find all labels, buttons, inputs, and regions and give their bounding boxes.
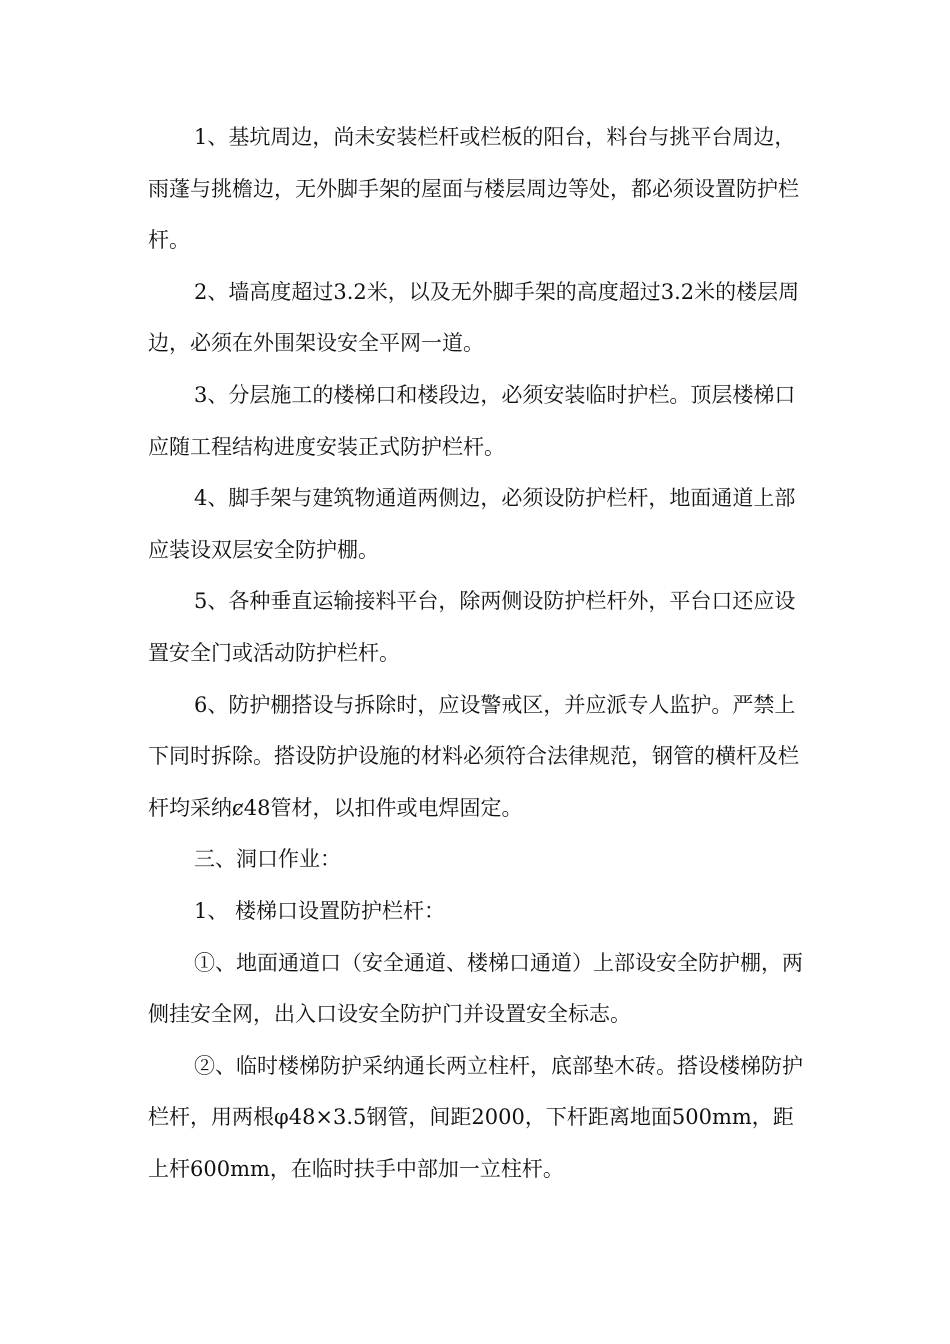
paragraph-5: 5、各种垂直运输接料平台，除两侧设防护栏杆外，平台口还应设置安全门或活动防护栏杆。 bbox=[148, 589, 796, 665]
paragraph-3: 3、分层施工的楼梯口和楼段边，必须安装临时护栏。顶层楼梯口应随工程结构进度安装正式防护栏杆。 bbox=[148, 382, 796, 459]
paragraph-2: 2、墙高度超过3.2米，以及无外脚手架的高度超过3.2米的楼层周边，必须在外围架设安全平网一道。 bbox=[148, 279, 800, 356]
subheading-stair-railing: 1、 楼梯口设置防护栏杆： bbox=[194, 898, 446, 923]
item-circled-1: ①、地面通道口（安全通道、楼梯口通道）上部设安全防护棚，两侧挂安全网，出入口设安全防护门并设置安全标志。 bbox=[148, 950, 803, 1027]
document-body bbox=[148, 112, 803, 1195]
paragraph-1: 1、基坑周边，尚未安装栏杆或栏板的阳台，料台与挑平台周边，雨蓬与挑檐边，无外脚手架的屋面与楼层周边等处，都必须设置防护栏杆。 bbox=[148, 125, 799, 253]
item-circled-2: ②、临时楼梯防护采纳通长两立柱杆，底部垫木砖。搭设楼梯防护栏杆，用两根φ48×3.5钢管，间距2000，下杆距离地面500mm，距上杆600mm，在临时扶手中部加一立柱杆。 bbox=[148, 1053, 803, 1181]
paragraph-4: 4、脚手架与建筑物通道两侧边，必须设防护栏杆，地面通道上部应装设双层安全防护棚。 bbox=[148, 486, 796, 562]
section-heading-hole-work: 三、洞口作业： bbox=[194, 847, 341, 872]
paragraph-6: 6、防护棚搭设与拆除时，应设警戒区，并应派专人监护。严禁上下同时拆除。搭设防护设施的材料必须符合法律规范，钢管的横杆及栏杆均采纳ȼ48管材，以扣件或电焊固定。 bbox=[148, 692, 799, 820]
